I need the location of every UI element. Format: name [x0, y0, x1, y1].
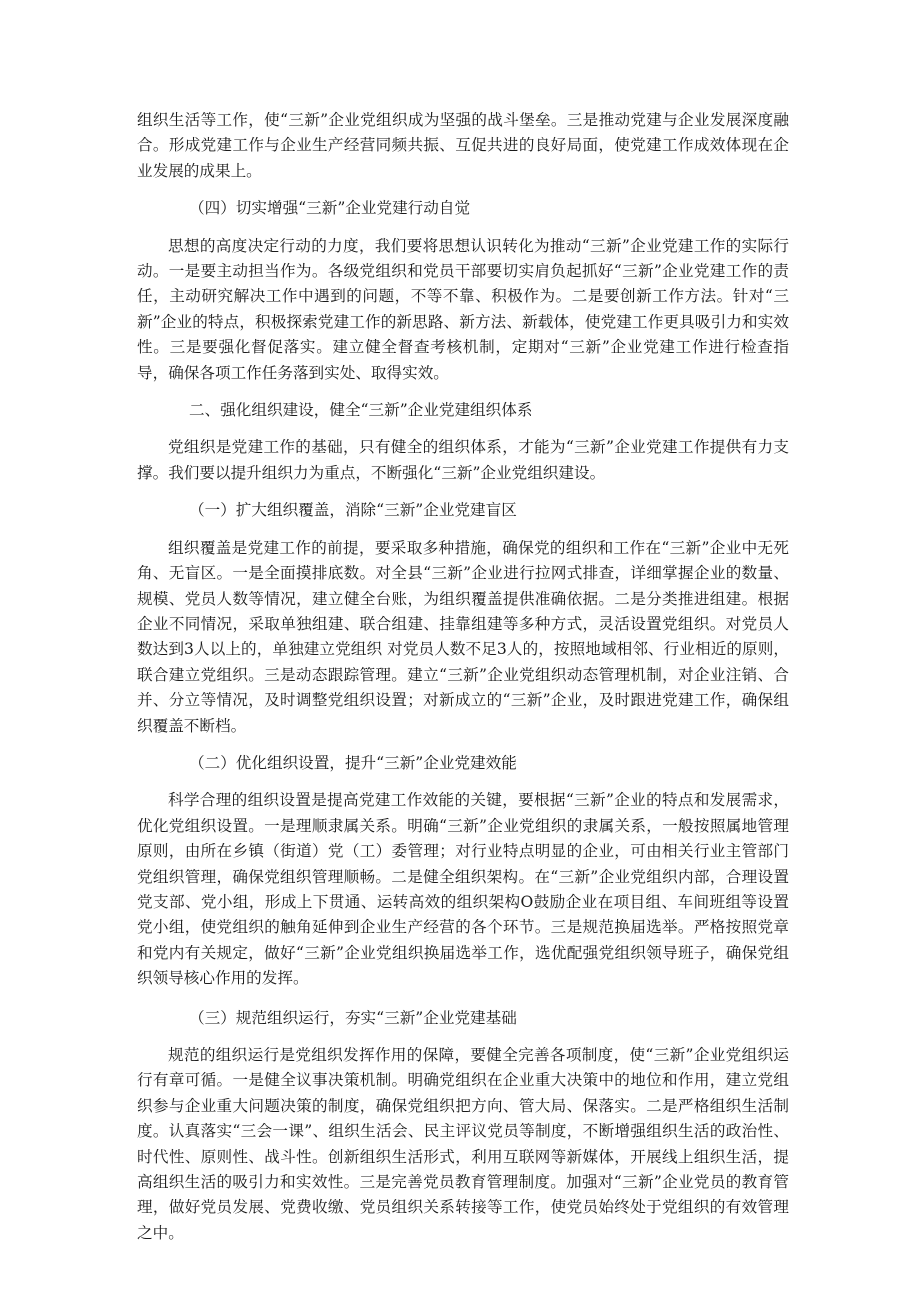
document-page	[137, 108, 789, 1246]
body-paragraph-2: 思想的高度决定行动的力度，我们要将思想认识转化为推动“三新”企业党建工作的实际行动。一是要主动担当作为。各级党组织和党员干部要切实肩负起抓好“三新”企业党建工作的责任，主动研究解决工作中遇到的问题，不等不靠、积极作为。二是要创新工作方法。针对“三新”企业的特点，积极探索党建工作的新思路、新方法、新载体，使党建工作更具吸引力和实效性。三是要强化督促落实。建立健全督查考核机制，定期对“三新”企业党建工作进行检查指导，确保各项工作任务落到实处、取得实效。	[137, 236, 789, 382]
body-paragraph-4: 组织覆盖是党建工作的前提，要采取多种措施，确保党的组织和工作在“三新”企业中无死角、无盲区。一是全面摸排底数。对全县“三新”企业进行拉网式排查，详细掌握企业的数量、规模、党员人数等情况，建立健全台账，为组织覆盖提供准确依据。二是分类推进组建。根据企业不同情况，采取单独组建、联合组建、挂靠组建等多种方式，灵活设置党组织。对党员人数达到3人以上的，单独建立党组织 对党员人数不足3人的，按照地域相邻、行业相近的原则，联合建立党组织。三是动态跟踪管理。建立“三新”企业党组织动态管理机制，对企业注销、合并、分立等情况，及时调整党组织设置；对新成立的“三新”企业，及时跟进党建工作，确保组织覆盖不断档。	[137, 538, 789, 735]
chapter-heading-2: 二、强化组织建设，健全“三新”企业党建组织体系	[189, 401, 533, 420]
body-paragraph-3: 党组织是党建工作的基础，只有健全的组织体系，才能为“三新”企业党建工作提供有力支撑。我们要以提升组织力为重点，不断强化“三新”企业党组织建设。	[137, 438, 789, 482]
body-paragraph-6: 规范的组织运行是党组织发挥作用的保障，要健全完善各项制度，使“三新”企业党组织运行有章可循。一是健全议事决策机制。明确党组织在企业重大决策中的地位和作用，建立党组织参与企业重大问题决策的制度，确保党组织把方向、管大局、保落实。二是严格组织生活制度。认真落实“三会一课”、组织生活会、民主评议党员等制度，不断增强组织生活的政治性、时代性、原则性、战斗性。创新组织生活形式，利用互联网等新媒体，开展线上组织生活，提高组织生活的吸引力和实效性。三是完善党员教育管理制度。加强对“三新”企业党员的教育管理，做好党员发展、党费收缴、党员组织关系转接等工作，使党员始终处于党组织的有效管理之中。	[137, 1046, 789, 1242]
section-heading-2: （二）优化组织设置，提升“三新”企业党建效能	[189, 753, 517, 772]
section-heading-1: （一）扩大组织覆盖，消除“三新”企业党建盲区	[189, 501, 517, 520]
body-paragraph-5: 科学合理的组织设置是提高党建工作效能的关键，要根据“三新”企业的特点和发展需求，优化党组织设置。一是理顺隶属关系。明确“三新”企业党组织的隶属关系，一般按照属地管理原则，由所在乡镇（街道）党（工）委管理；对行业特点明显的企业，可由相关行业主管部门党组织管理，确保党组织管理顺畅。二是健全组织架构。在“三新”企业党组织内部，合理设置党支部、党小组，形成上下贯通、运转高效的组织架构O鼓励企业在项目组、车间班组等设置党小组，使党组织的触角延伸到企业生产经营的各个环节。三是规范换届选举。严格按照党章和党内有关规定，做好“三新”企业党组织换届选举工作，选优配强党组织领导班子，确保党组织领导核心作用的发挥。	[137, 791, 789, 988]
body-paragraph-1: 组织生活等工作，使“三新”企业党组织成为坚强的战斗堡垒。三是推动党建与企业发展深度融合。形成党建工作与企业生产经营同频共振、互促共进的良好局面，使党建工作成效体现在企业发展的成果上。	[137, 111, 789, 180]
section-heading-3: （三）规范组织运行，夯实“三新”企业党建基础	[189, 1008, 517, 1027]
section-heading-4: （四）切实增强“三新”企业党建行动自觉	[189, 199, 471, 218]
